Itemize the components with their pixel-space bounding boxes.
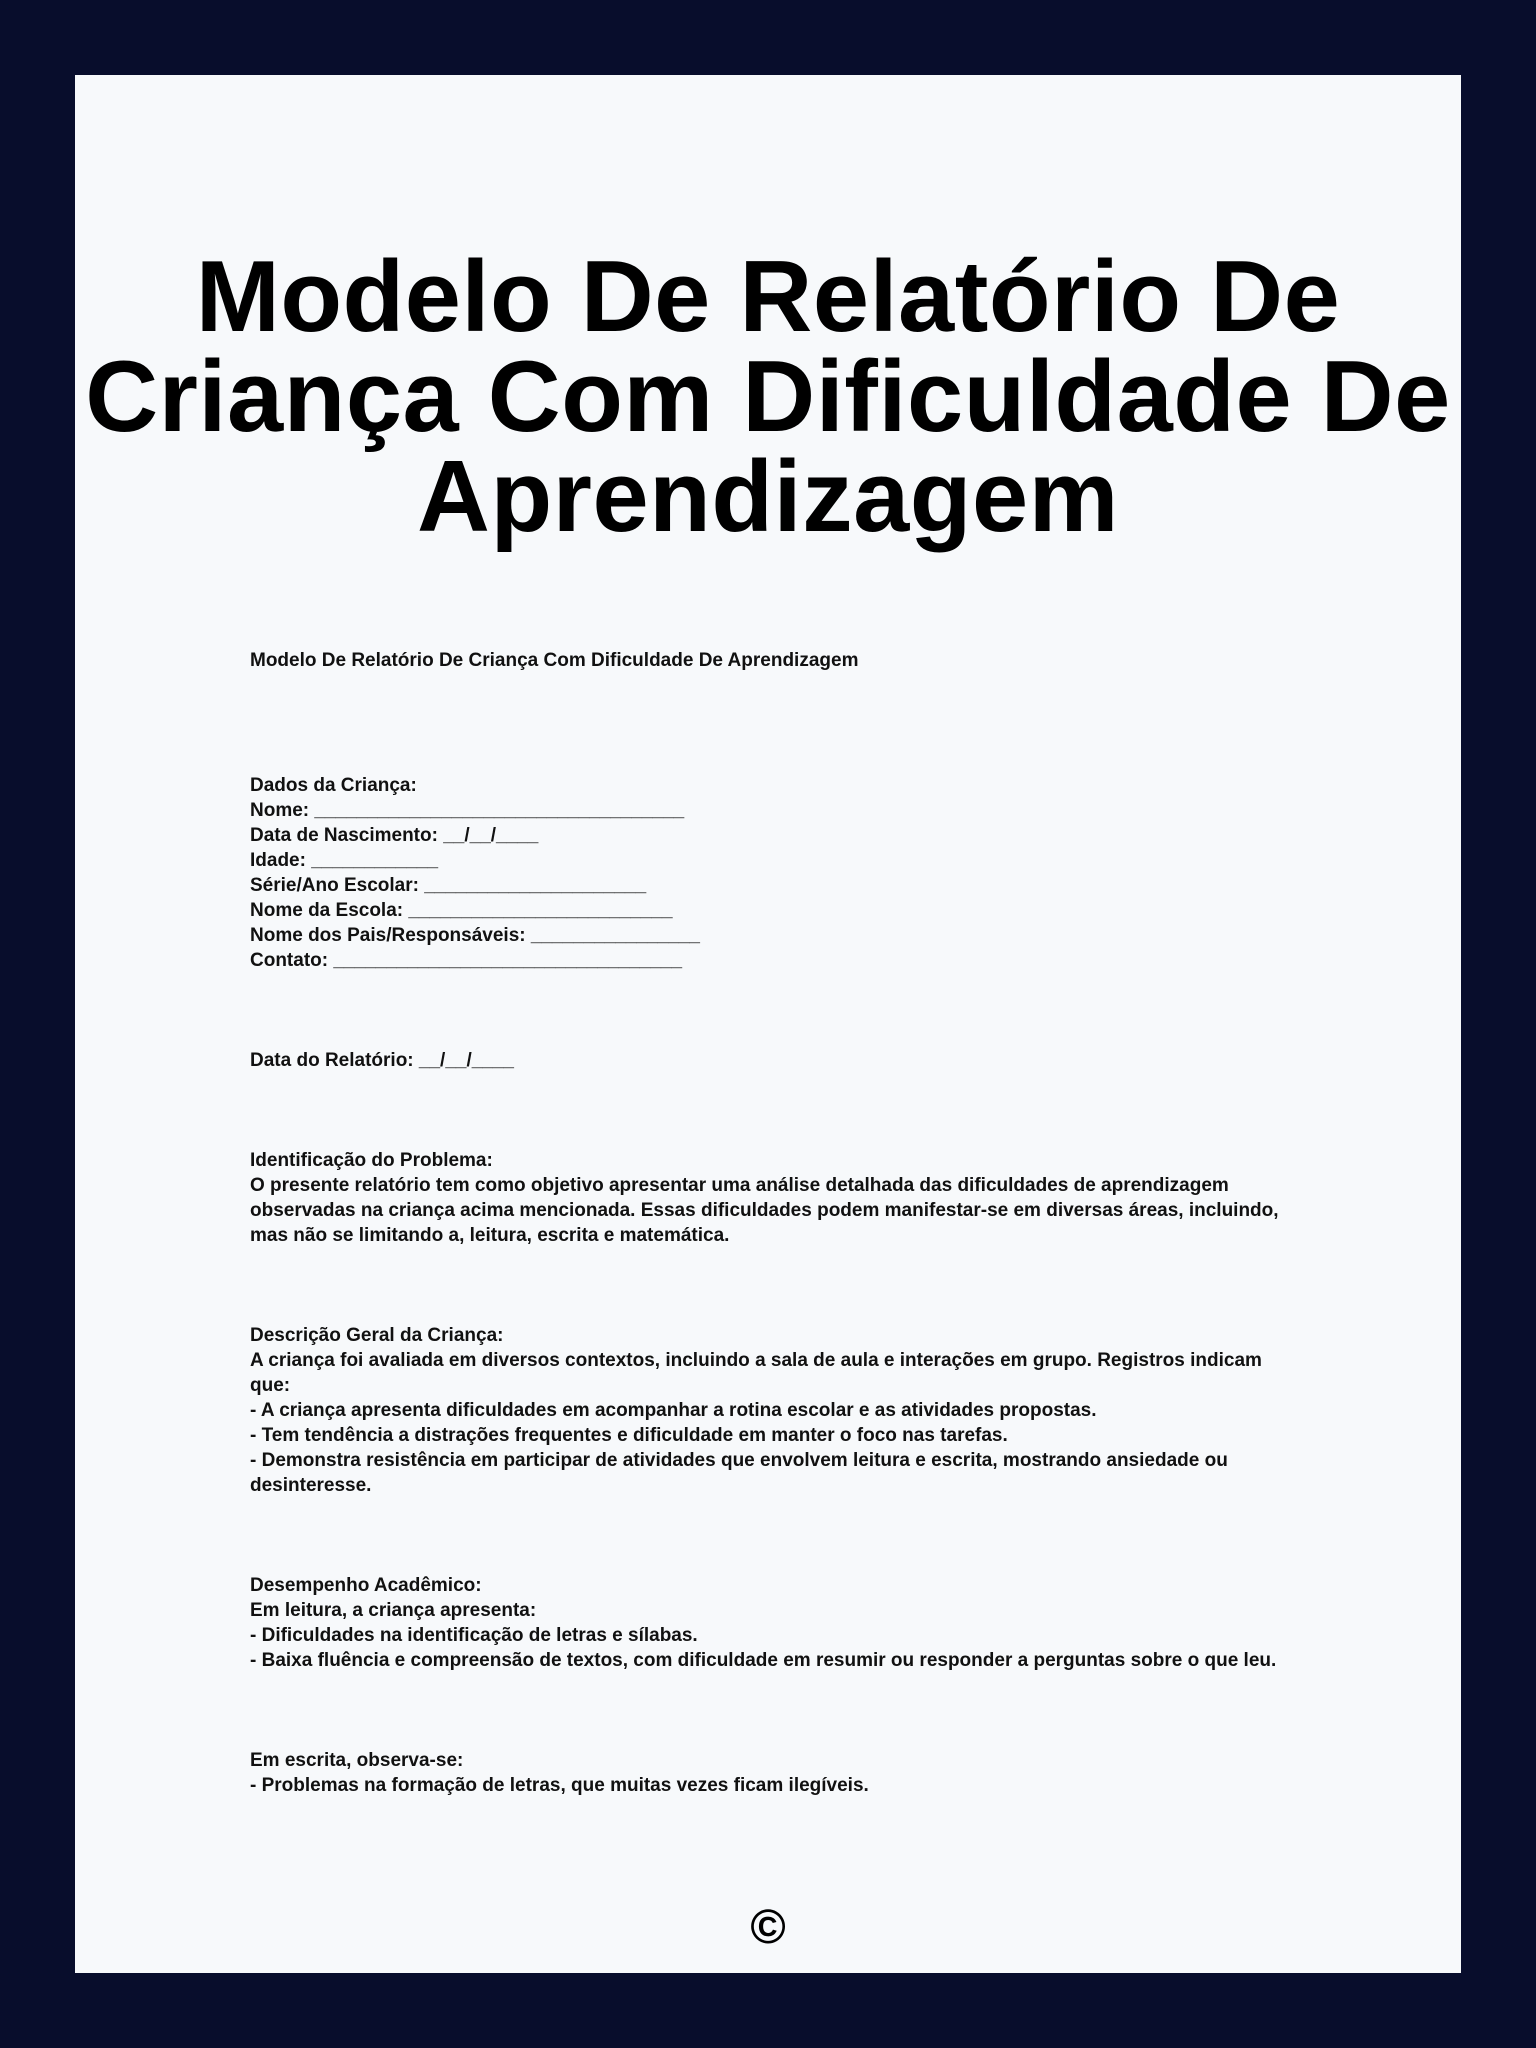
field-contact: Contato: _________________________________ (250, 950, 683, 971)
section-heading: Identificação do Problema: (250, 1150, 493, 1171)
field-name: Nome: ___________________________________ (250, 800, 685, 821)
report-date-section (250, 1048, 1280, 1073)
field-age: Idade: ____________ (250, 850, 439, 871)
list-item: - Tem tendência a distrações frequentes e dificuldade em manter o foco nas tarefas. (250, 1425, 1008, 1446)
academic-section (250, 1573, 1280, 1673)
field-parents-name: Nome dos Pais/Responsáveis: ________________ (250, 925, 700, 946)
section-heading: Desempenho Acadêmico: (250, 1575, 482, 1596)
list-item: - A criança apresenta dificuldades em acompanhar a rotina escolar e as atividades propostas. (250, 1400, 1097, 1421)
document-page (75, 75, 1461, 1973)
page-title: Modelo De Relatório De Criança Com Dificuldade De Aprendizagem (85, 241, 1451, 553)
description-section (250, 1323, 1280, 1498)
problem-section (250, 1148, 1284, 1248)
list-item: - Problemas na formação de letras, que muitas vezes ficam ilegíveis. (250, 1775, 869, 1796)
problem-text: O presente relatório tem como objetivo apresentar uma análise detalhada das dificuldades de aprendizagem observadas na criança acima mencionada. Essas dificuldades podem manifestar-se em diversas áreas, incluindo, mas não se limitando a, leitura, escrita e matemática. (250, 1175, 1284, 1246)
section-heading: Dados da Criança: (250, 775, 417, 796)
child-data-section (250, 773, 1280, 973)
academic-intro: Em leitura, a criança apresenta: (250, 1600, 537, 1621)
document-subtitle: Modelo De Relatório De Criança Com Dificuldade De Aprendizagem (250, 650, 859, 671)
section-heading: Descrição Geral da Criança: (250, 1325, 504, 1346)
section-heading: Em escrita, observa-se: (250, 1750, 464, 1771)
list-item: - Baixa fluência e compreensão de textos, com dificuldade em resumir ou responder a perguntas sobre o que leu. (250, 1650, 1277, 1671)
field-school-grade: Série/Ano Escolar: _____________________ (250, 875, 647, 896)
writing-section (250, 1748, 1280, 1798)
document-body (250, 648, 1284, 1798)
report-date: Data do Relatório: __/__/____ (250, 1050, 514, 1071)
field-birth-date: Data de Nascimento: __/__/____ (250, 825, 539, 846)
copyright-icon: © (750, 1901, 786, 1954)
field-school-name: Nome da Escola: _________________________ (250, 900, 673, 921)
description-intro: A criança foi avaliada em diversos contextos, incluindo a sala de aula e interações em grupo. Registros indicam que: (250, 1350, 1268, 1396)
list-item: - Dificuldades na identificação de letras e sílabas. (250, 1625, 698, 1646)
list-item: - Demonstra resistência em participar de atividades que envolvem leitura e escrita, mostrando ansiedade ou desinteresse. (250, 1450, 1234, 1496)
